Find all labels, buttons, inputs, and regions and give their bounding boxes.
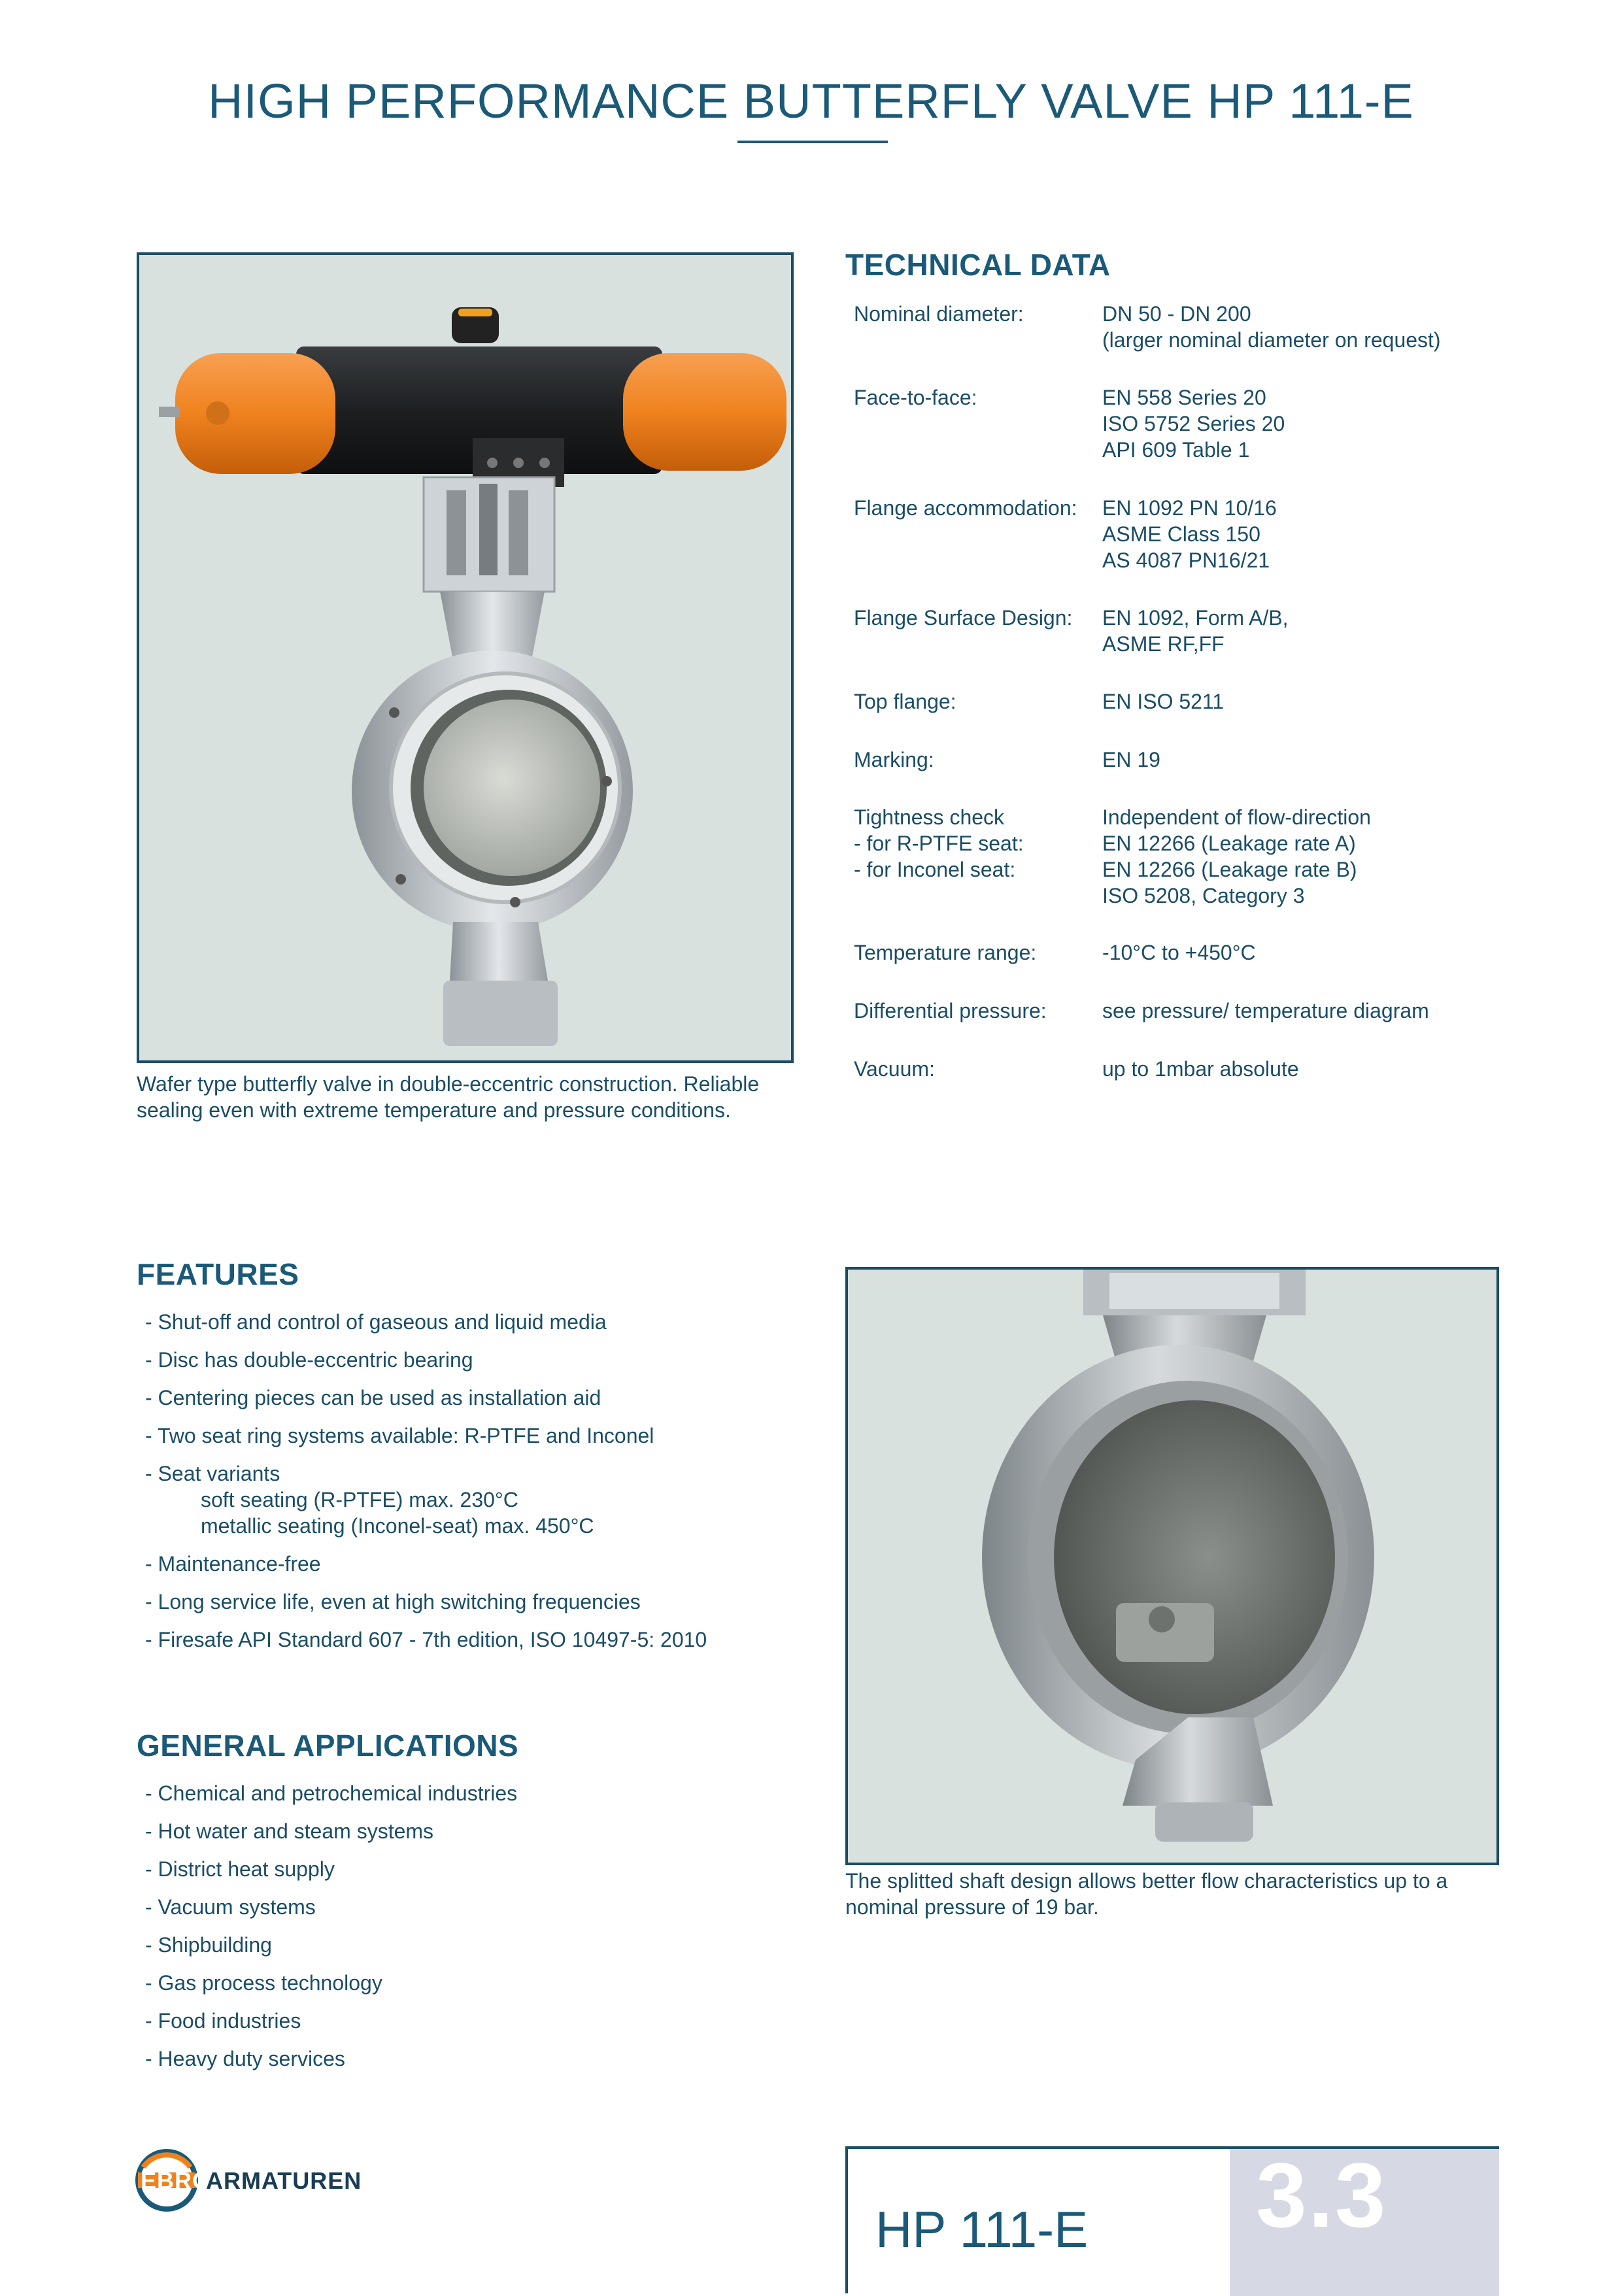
tech-value: EN 19 xyxy=(1102,748,1160,771)
tech-value: (larger nominal diameter on request) xyxy=(1102,328,1441,352)
tech-values xyxy=(1102,1056,1299,1082)
tech-label: Nominal diameter: xyxy=(854,302,1024,326)
tech-value: ISO 5208, Category 3 xyxy=(1102,884,1305,907)
seat-variant-metallic: metallic seating (Inconel-seat) max. 450°C xyxy=(201,1514,594,1538)
tech-label: Flange Surface Design: xyxy=(854,606,1073,630)
list-item: - Hot water and steam systems xyxy=(145,1819,434,1843)
tech-row-temperature-range xyxy=(854,939,1508,966)
ebro-armaturen-logo xyxy=(134,2148,362,2213)
list-item: - Heavy duty services xyxy=(145,2047,345,2070)
tech-value: EN 1092, Form A/B, xyxy=(1102,606,1289,630)
list-item: - Shipbuilding xyxy=(145,1933,272,1957)
footer-section-number: 3.3 xyxy=(1256,2144,1387,2246)
tech-values xyxy=(1102,384,1285,463)
tech-value: ISO 5752 Series 20 xyxy=(1102,412,1285,435)
tech-value: Independent of flow-direction xyxy=(1102,805,1371,829)
title-underline xyxy=(737,141,888,143)
photo2-caption: The splitted shaft design allows better flow characteristics up to a nominal pressure of 19 bar. xyxy=(845,1869,1448,1919)
tech-value: ASME Class 150 xyxy=(1102,522,1260,546)
features-list xyxy=(145,1309,799,1664)
list-item-text: - Seat variants xyxy=(145,1462,280,1485)
tech-value: EN 558 Series 20 xyxy=(1102,386,1266,409)
tech-value: API 609 Table 1 xyxy=(1102,438,1250,462)
list-item: - District heat supply xyxy=(145,1857,335,1881)
tech-value: EN ISO 5211 xyxy=(1102,690,1225,713)
list-item: - Maintenance-free xyxy=(145,1552,321,1576)
footer-model-name: HP 111-E xyxy=(875,2201,1089,2258)
logo-text-armaturen: ARMATUREN xyxy=(206,2167,362,2194)
applications-list xyxy=(145,1780,799,2084)
applications-heading: GENERAL APPLICATIONS xyxy=(137,1729,519,1763)
valve-body-illustration xyxy=(848,1270,1496,1863)
tech-row-marking xyxy=(854,747,1508,773)
tech-value: EN 1092 PN 10/16 xyxy=(1102,496,1277,520)
list-item: - Centering pieces can be used as installation aid xyxy=(145,1386,601,1410)
footer-section-panel xyxy=(1230,2144,1499,2296)
list-item-seat-variants xyxy=(145,1460,799,1539)
tech-value: up to 1mbar absolute xyxy=(1102,1057,1299,1081)
logo-text-ebro: EBRO xyxy=(141,2167,212,2194)
valve-with-actuator-illustration xyxy=(139,255,791,1060)
tech-row-flange-accommodation xyxy=(854,495,1508,573)
tech-value: ASME RF,FF xyxy=(1102,632,1225,656)
tech-row-nominal-diameter xyxy=(854,301,1508,353)
list-item: - Chemical and petrochemical industries xyxy=(145,1781,518,1805)
tech-values xyxy=(1102,804,1371,909)
tech-row-top-flange xyxy=(854,688,1508,715)
tech-label: Temperature range: xyxy=(854,941,1037,964)
list-item: - Food industries xyxy=(145,2009,301,2033)
list-item: - Shut-off and control of gaseous and liquid media xyxy=(145,1310,607,1334)
tech-value: EN 12266 (Leakage rate B) xyxy=(1102,858,1357,881)
tech-label: Marking: xyxy=(854,748,934,771)
tech-value: EN 12266 (Leakage rate A) xyxy=(1102,832,1356,855)
tech-row-face-to-face xyxy=(854,384,1508,463)
tech-values xyxy=(1102,939,1256,966)
list-item: - Firesafe API Standard 607 - 7th edition, ISO 10497-5: 2010 xyxy=(145,1628,707,1651)
tech-row-flange-surface-design xyxy=(854,605,1508,657)
tech-label: Vacuum: xyxy=(854,1057,935,1081)
tech-value: AS 4087 PN16/21 xyxy=(1102,549,1270,572)
tech-values xyxy=(1102,301,1441,353)
tech-values xyxy=(1102,605,1289,657)
list-item: - Vacuum systems xyxy=(145,1895,316,1919)
footer-model-box xyxy=(845,2146,1499,2293)
product-photo-valve-body xyxy=(845,1267,1499,1865)
seat-variant-soft: soft seating (R-PTFE) max. 230°C xyxy=(201,1488,518,1511)
tech-values xyxy=(1102,747,1160,773)
tech-value: see pressure/ temperature diagram xyxy=(1102,999,1429,1022)
tech-values xyxy=(1102,688,1224,715)
tech-value: DN 50 - DN 200 xyxy=(1102,302,1251,326)
tech-value: -10°C to +450°C xyxy=(1102,941,1256,964)
features-heading: FEATURES xyxy=(137,1257,299,1291)
tech-label-line: - for R-PTFE seat: xyxy=(854,832,1024,855)
tech-label: Top flange: xyxy=(854,690,956,713)
tech-label: Differential pressure: xyxy=(854,999,1047,1022)
tech-label: Flange accommodation: xyxy=(854,496,1077,520)
list-item: - Long service life, even at high switching frequencies xyxy=(145,1590,641,1613)
tech-values xyxy=(1102,495,1277,573)
technical-data-heading: TECHNICAL DATA xyxy=(845,248,1111,282)
tech-values xyxy=(1102,998,1429,1024)
tech-label-line: - for Inconel seat: xyxy=(854,858,1016,881)
tech-label: Face-to-face: xyxy=(854,386,977,409)
list-item: - Gas process technology xyxy=(145,1971,382,1995)
photo1-caption: Wafer type butterfly valve in double-eccentric construction. Reliable sealing even with extreme temperature and pressure conditions. xyxy=(137,1072,760,1122)
tech-label xyxy=(854,804,1102,883)
list-item: - Disc has double-eccentric bearing xyxy=(145,1348,473,1372)
tech-row-vacuum xyxy=(854,1056,1508,1082)
tech-row-differential-pressure xyxy=(854,998,1508,1024)
page-title: HIGH PERFORMANCE BUTTERFLY VALVE HP 111-E xyxy=(208,74,1414,128)
tech-row-tightness-check xyxy=(854,804,1508,909)
product-photo-actuated-valve xyxy=(137,252,794,1063)
tech-label-line: Tightness check xyxy=(854,805,1005,829)
list-item: - Two seat ring systems available: R-PTFE and Inconel xyxy=(145,1424,654,1447)
